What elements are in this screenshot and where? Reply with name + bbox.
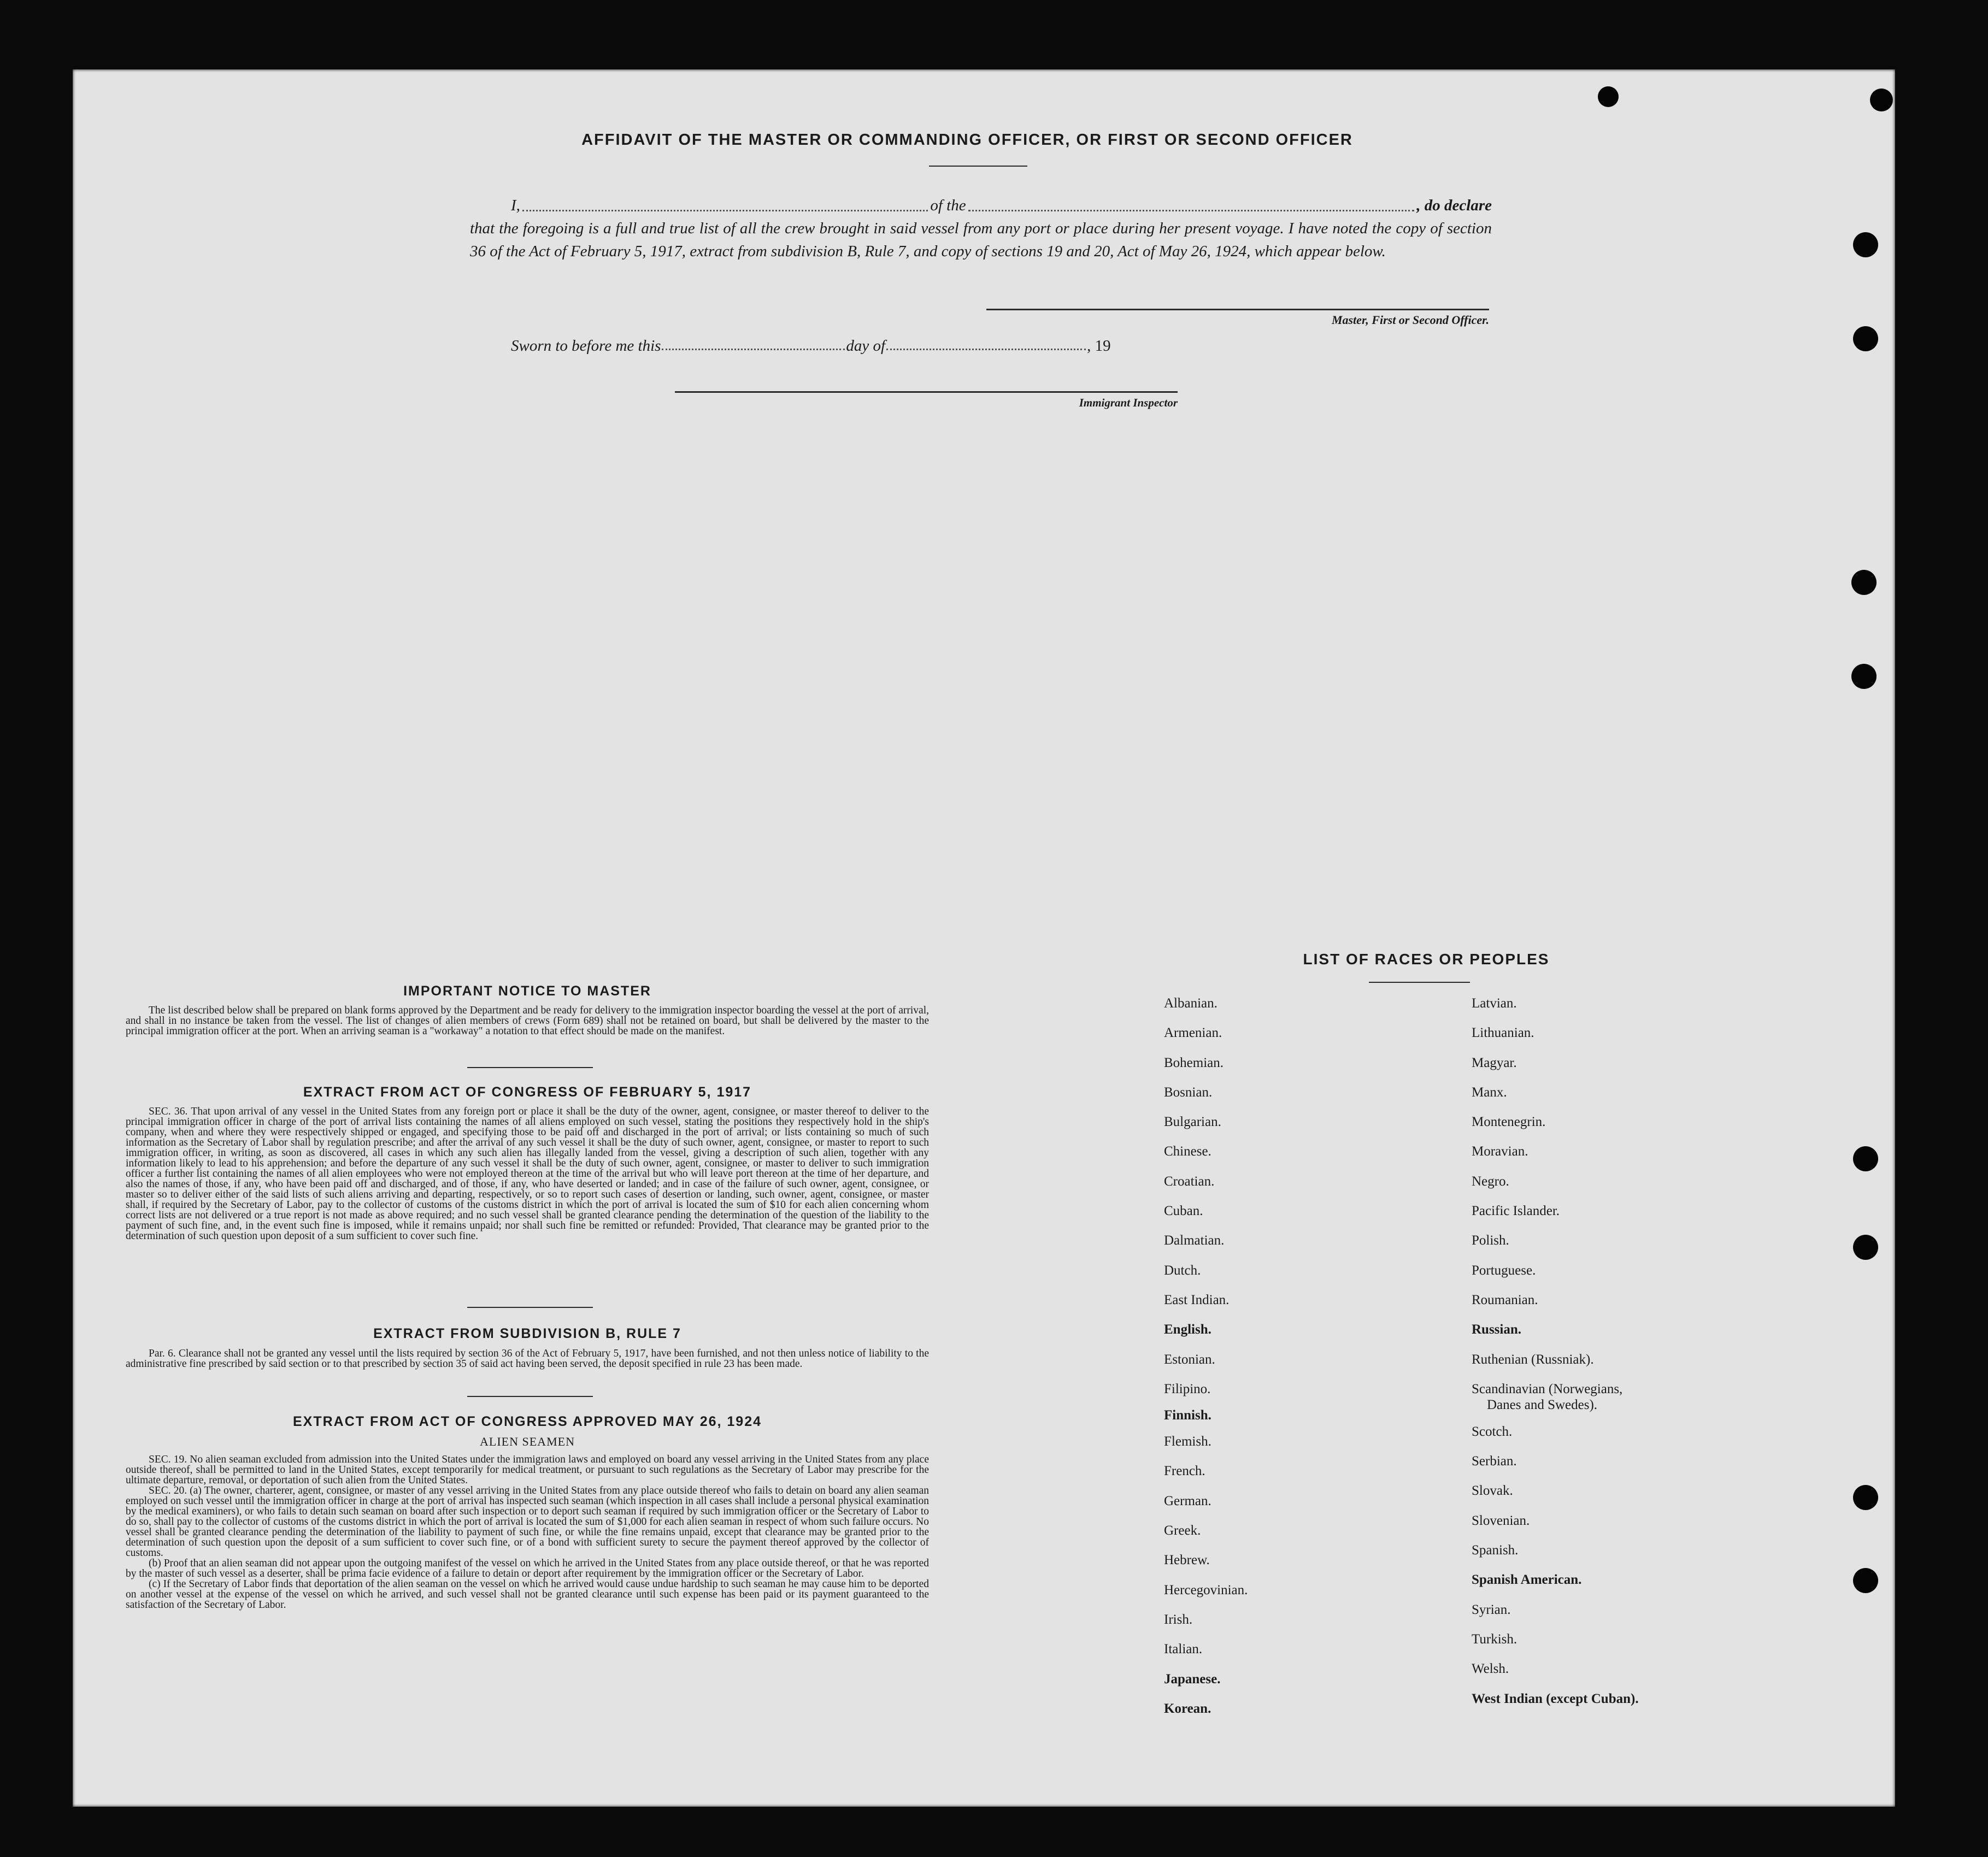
race-item: Montenegrin. bbox=[1472, 1115, 1546, 1130]
race-item: Dalmatian. bbox=[1164, 1233, 1225, 1248]
race-item: Roumanian. bbox=[1472, 1292, 1538, 1307]
signature-line[interactable] bbox=[986, 309, 1489, 310]
race-item: Magyar. bbox=[1472, 1055, 1517, 1070]
races-column-2 bbox=[1472, 989, 1639, 1714]
rule7-title: EXTRACT FROM SUBDIVISION B, RULE 7 bbox=[373, 1326, 681, 1341]
declaration-body: that the foregoing is a full and true list of all the crew brought in said vessel from any port or place during her present voyage. I have noted the copy of section 36 of the Act of February 5, 1917, extract from subdivision B, Rule 7, and copy of sections 19 and 20, Act of May 26, 1924, which appear below. bbox=[470, 220, 1492, 260]
race-item: Spanish. bbox=[1472, 1543, 1519, 1558]
race-item: Scotch. bbox=[1472, 1424, 1513, 1439]
vessel-name-field[interactable] bbox=[968, 209, 1415, 211]
race-item: Moravian. bbox=[1472, 1144, 1528, 1159]
extract-1924-title: EXTRACT FROM ACT OF CONGRESS APPROVED MAY 26, 1924 bbox=[292, 1414, 762, 1429]
notice-title: IMPORTANT NOTICE TO MASTER bbox=[403, 983, 651, 999]
race-item: Bohemian. bbox=[1164, 1055, 1224, 1070]
sworn-prefix: Sworn to before me this bbox=[511, 337, 661, 355]
rule7-text bbox=[126, 1348, 929, 1369]
notice-paragraph: The list described below shall be prepared on blank forms approved by the Department and be ready for delivery to the immigration inspector boarding the vessel at the port of arrival, and shall in no instance be taken from the vessel. The list of changes of alien members of crews (Form 689) shall not be retained on board, but shall be delivered by the master to the principal immigration officer at the port. When an arriving seaman is a "workaway" a notation to that effect should be made on the manifest. bbox=[126, 1005, 929, 1037]
race-item: Hercegovinian. bbox=[1164, 1582, 1248, 1597]
race-item: Armenian. bbox=[1164, 1025, 1222, 1041]
sworn-line bbox=[511, 337, 1128, 355]
section-20b-paragraph: (b) Proof that an alien seaman did not appear upon the outgoing manifest of the vessel on which he arrived in the United States from any place outside thereof, or that he was reported by the master of such vessel as a deserter, shall be prima facie evidence of a failure to detain or deport after requirement by the immigration officer or the Secretary of Labor. bbox=[126, 1558, 929, 1579]
section-20a-paragraph: SEC. 20. (a) The owner, charterer, agent, consignee, or master of any vessel arriving in the United States from any place outside thereof who fails to detain on board any alien seaman employed on such vessel until the immigration officer in charge at the port of arrival has inspected such seaman (which inspection in all cases shall include a personal physical examination by the medical examiners), or who fails to detain such seaman on board after such inspection or to deport such seaman if required by such immigration officer or the Secretary of Labor to do so, shall pay to the collector of customs of the customs district in which the port of arrival is located the sum of $1,000 for each alien seaman in respect of whom such failure occurs. No vessel shall be granted clearance pending the determination of the liability to payment of such fine, or while the fine remains unpaid, except that clearance may be granted prior to the determination of such question upon the deposit of a sum sufficient to cover such fine, or of a bond with sufficient surety to secure the payment thereof approved by the collector of customs. bbox=[126, 1485, 929, 1559]
race-item: Spanish American. bbox=[1472, 1572, 1582, 1588]
declare-suffix: , do declare bbox=[1416, 197, 1492, 214]
race-item: Welsh. bbox=[1472, 1661, 1509, 1677]
race-item: Italian. bbox=[1164, 1642, 1203, 1657]
extract-1917-title: EXTRACT FROM ACT OF CONGRESS OF FEBRUARY 5, 1917 bbox=[303, 1084, 752, 1100]
sworn-day-of: day of bbox=[846, 337, 886, 355]
section-19-paragraph: SEC. 19. No alien seaman excluded from admission into the United States under the immigration laws and employed on board any vessel arriving in the United States from any place outside thereof, shall be permitted to land in the United States, except temporarily for medical treatment, or pursuant to such regulations as the Secretary of Labor may prescribe for the ultimate departure, removal, or deportation of such alien from the United States. bbox=[126, 1454, 929, 1486]
race-item: Bulgarian. bbox=[1164, 1115, 1221, 1130]
punch-hole bbox=[1853, 326, 1878, 351]
race-item: Pacific Islander. bbox=[1472, 1204, 1560, 1219]
race-item: Scandinavian (Norwegians, bbox=[1472, 1381, 1623, 1396]
race-item: French. bbox=[1164, 1464, 1205, 1479]
punch-hole bbox=[1870, 89, 1893, 111]
race-item: Lithuanian. bbox=[1472, 1025, 1534, 1041]
race-item: Manx. bbox=[1472, 1084, 1507, 1100]
race-item: Ruthenian (Russniak). bbox=[1472, 1352, 1594, 1367]
rule7-divider bbox=[467, 1396, 593, 1397]
race-item: Serbian. bbox=[1472, 1454, 1517, 1469]
declaration-first-line bbox=[470, 194, 1492, 217]
race-item: Negro. bbox=[1472, 1174, 1509, 1189]
race-item: Estonian. bbox=[1164, 1352, 1215, 1367]
punch-hole bbox=[1853, 1568, 1878, 1593]
vessel-prefix: of the bbox=[930, 197, 966, 214]
race-item: Greek. bbox=[1164, 1523, 1201, 1538]
extract-1917-text bbox=[126, 1106, 929, 1241]
race-item: Chinese. bbox=[1164, 1144, 1211, 1159]
race-item: Korean. bbox=[1164, 1701, 1211, 1716]
punch-hole bbox=[1598, 86, 1619, 107]
extract-1924-subtitle: ALIEN SEAMEN bbox=[480, 1435, 575, 1448]
race-item: Irish. bbox=[1164, 1612, 1193, 1627]
race-item: East Indian. bbox=[1164, 1292, 1230, 1307]
race-item: Polish. bbox=[1472, 1233, 1509, 1248]
race-item: Finnish. bbox=[1164, 1408, 1211, 1423]
declarant-prefix: I, bbox=[511, 197, 520, 214]
punch-hole bbox=[1851, 570, 1877, 595]
punch-hole bbox=[1853, 1485, 1878, 1510]
race-item: Russian. bbox=[1472, 1322, 1522, 1337]
race-item: Portuguese. bbox=[1472, 1263, 1536, 1278]
race-item: Latvian. bbox=[1472, 996, 1517, 1011]
inspector-label: Immigrant Inspector bbox=[1079, 396, 1178, 409]
race-item: English. bbox=[1164, 1322, 1211, 1337]
race-item: Turkish. bbox=[1472, 1631, 1518, 1647]
punch-hole bbox=[1853, 232, 1878, 257]
race-item: German. bbox=[1164, 1493, 1211, 1508]
race-item: Slovak. bbox=[1472, 1483, 1513, 1499]
race-item: Croatian. bbox=[1164, 1174, 1215, 1189]
punch-hole bbox=[1851, 664, 1877, 689]
extract-1917-divider bbox=[467, 1307, 593, 1308]
title-divider bbox=[929, 166, 1027, 167]
extract-1924-text bbox=[126, 1454, 929, 1610]
race-item: Hebrew. bbox=[1164, 1553, 1210, 1568]
race-item: Danes and Swedes). bbox=[1487, 1397, 1598, 1412]
races-title: LIST OF RACES OR PEOPLES bbox=[1303, 951, 1550, 968]
races-divider bbox=[1369, 982, 1470, 983]
affidavit-title: AFFIDAVIT OF THE MASTER OR COMMANDING OFFICER, OR FIRST OR SECOND OFFICER bbox=[581, 131, 1353, 149]
section-20c-paragraph: (c) If the Secretary of Labor finds that deportation of the alien seaman on the vessel on which he arrived would cause undue hardship to such seaman he may cause him to be deported on another vessel at the expense of the vessel on which he arrived, and such vessel shall not be granted clearance until such expense has been paid or its payment guaranteed to the satisfaction of the Secretary of Labor. bbox=[126, 1578, 929, 1611]
punch-hole bbox=[1853, 1235, 1878, 1260]
race-item: Syrian. bbox=[1472, 1602, 1511, 1617]
sworn-day-field[interactable] bbox=[662, 349, 845, 350]
sworn-month-field[interactable] bbox=[886, 349, 1086, 350]
notice-divider bbox=[467, 1067, 593, 1068]
notice-text bbox=[126, 1005, 929, 1036]
race-item: Cuban. bbox=[1164, 1204, 1203, 1219]
declarant-name-field[interactable] bbox=[522, 209, 928, 211]
section-36-paragraph: SEC. 36. That upon arrival of any vessel in the United States from any foreign port or place it shall be the duty of the owner, agent, consignee, or master thereof to deliver to the principal immigration officer in charge of the port of arrival lists containing the names of all aliens employed on such vessel, stating the positions they respectively hold in the ship's company, when and where they were respectively shipped or engaged, and specifying those to be paid off and discharged in the port of arrival; or lists containing so much of such information as the Secretary of Labor shall by regulation prescribe; and after the arrival of any such vessel it shall be the duty of such owner, agent, consignee, or master to report to such immigration officer, in writing, as soon as discovered, all cases in which any such alien has illegally landed from the vessel, giving a description of such alien, together with any information likely to lead to his apprehension; and before the departure of any such vessel it shall be the duty of such owner, agent, consignee, or master to deliver to such immigration officer a further list containing the names of all alien employees who were not employed thereon at the time of the arrival but who will leave port thereon at the time of her departure, and also the names of those, if any, who have been paid off and discharged, and of those, if any, who have deserted or landed; and in case of the failure of such owner, agent, consignee, or master so to deliver either of the said lists of such aliens arriving and departing, respectively, or so to report such cases of desertion or landing, such owner, agent, consignee, or master shall, if required by the Secretary of Labor, pay to the collector of customs of the customs district in which the port of arrival is located the sum of $10 for each alien concerning whom correct lists are not delivered or a true report is not made as above required; and no such vessel shall be granted clearance pending the determination of the question of the liability to the payment of such fine, and, in the event such fine is imposed, while it remains unpaid; nor shall such fine be remitted or refunded: Provided, That clearance may be granted prior to the determination of such question upon deposit of a sum sufficient to cover such fine. bbox=[126, 1106, 929, 1242]
races-column-1 bbox=[1164, 989, 1248, 1724]
race-item: Filipino. bbox=[1164, 1381, 1211, 1396]
race-item: West Indian (except Cuban). bbox=[1472, 1691, 1639, 1706]
signature-label: Master, First or Second Officer. bbox=[1331, 313, 1489, 327]
declaration-paragraph bbox=[470, 194, 1492, 263]
inspector-signature-line[interactable] bbox=[675, 391, 1178, 393]
punch-hole bbox=[1853, 1146, 1878, 1171]
race-item: Flemish. bbox=[1164, 1434, 1211, 1449]
race-item: Bosnian. bbox=[1164, 1084, 1213, 1100]
rule7-paragraph: Par. 6. Clearance shall not be granted any vessel until the lists required by section 36 of the Act of February 5, 1917, have been furnished, and not then unless notice of liability to the administrative fine prescribed by said section or to that prescribed by section 35 of said act having been served, the deposit specified in rule 23 has been made. bbox=[126, 1348, 929, 1370]
sworn-year: , 19 bbox=[1087, 337, 1111, 355]
race-item: Slovenian. bbox=[1472, 1513, 1530, 1528]
race-item: Albanian. bbox=[1164, 996, 1217, 1011]
race-item: Japanese. bbox=[1164, 1671, 1221, 1687]
race-item: Dutch. bbox=[1164, 1263, 1201, 1278]
